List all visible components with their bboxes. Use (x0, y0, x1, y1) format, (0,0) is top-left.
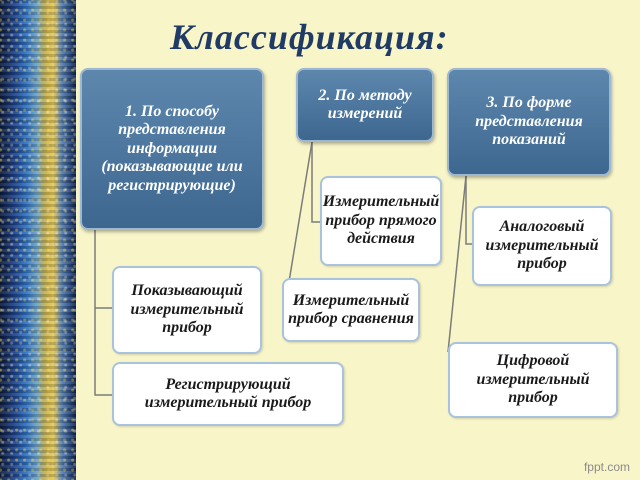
connector-c3-digital (448, 176, 466, 352)
indicating-instrument-box: Показывающий измерительный прибор (112, 266, 262, 354)
category-2-box: 2. По методу измерений (296, 68, 434, 142)
direct-action-instrument-box: Измерительный прибор прямого действия (320, 176, 442, 266)
analog-instrument-box: Аналоговый измерительный прибор (472, 206, 612, 286)
connector-c1-indicating (95, 230, 112, 308)
connector-c2-direct (312, 142, 320, 222)
comparison-instrument-box: Измерительный прибор сравнения (282, 278, 420, 342)
page-title: Классификация: (170, 17, 449, 57)
category-1-box: 1. По способу представления информации (показывающие или регистрирующие) (80, 68, 264, 230)
watermark: fppt.com (583, 460, 630, 474)
category-3-box: 3. По форме представления показаний (447, 68, 611, 176)
connector-c2-comparison (286, 142, 312, 300)
digital-instrument-box: Цифровой измерительный прибор (448, 342, 618, 418)
recording-instrument-box: Регистрирующий измерительный прибор (112, 362, 344, 426)
connector-c1-recording (95, 308, 112, 395)
